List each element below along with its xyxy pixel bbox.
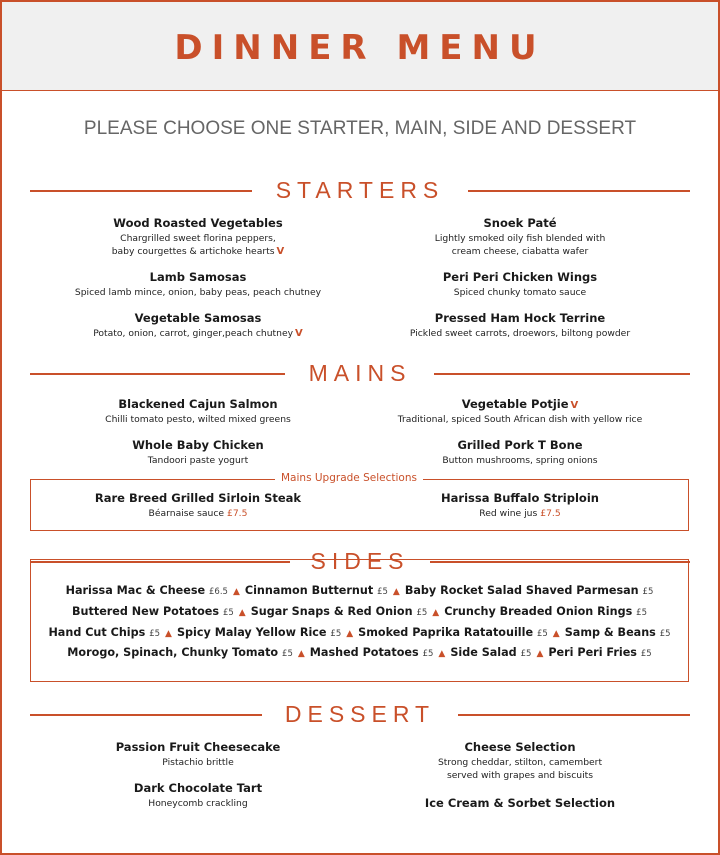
sides-row [30, 626, 689, 639]
item-name: Lamb Samosas [149, 270, 247, 284]
section-title: STARTERS [275, 177, 445, 203]
vegetarian-icon: V [570, 400, 579, 411]
item-name: Dark Chocolate Tart [133, 781, 263, 795]
side-item-price: £5 [422, 649, 434, 659]
item-description: Honeycomb crackling [148, 798, 248, 809]
sides-box [30, 559, 689, 682]
triangle-separator-icon: ▲ [346, 629, 354, 639]
side-item-price: £5 [416, 608, 428, 618]
item-name: Ice Cream & Sorbet Selection [424, 796, 616, 810]
menu-item [38, 311, 358, 340]
menu-item [360, 796, 680, 810]
menu-item [38, 397, 358, 426]
side-item-name: Smoked Paprika Ratatouille [358, 626, 534, 639]
triangle-separator-icon: ▲ [165, 629, 172, 639]
section-heading-mains [30, 360, 690, 388]
side-item-name: Spicy Malay Yellow Rice [176, 626, 327, 639]
item-description: Potato, onion, carrot, ginger,peach chutney V [93, 328, 303, 339]
side-item-price: £5 [642, 587, 654, 597]
item-name: Whole Baby Chicken [132, 438, 264, 452]
item-name: Blackened Cajun Salmon [118, 397, 278, 411]
item-description: Chargrilled sweet florina peppers, baby courgettes & artichoke hearts V [111, 233, 285, 257]
menu-item [38, 438, 358, 467]
side-item-name: Buttered New Potatoes [72, 605, 220, 618]
item-description: Red wine jus £7.5 [479, 508, 561, 519]
menu-header [2, 2, 718, 91]
menu-item [38, 781, 358, 810]
side-item-name: Crunchy Breaded Onion Rings [444, 605, 633, 618]
side-item-name: Morogo, Spinach, Chunky Tomato [67, 646, 279, 659]
side-item-name: Cinnamon Butternut [244, 584, 374, 597]
side-item-price: £5 [377, 587, 388, 597]
vegetarian-icon: V [276, 246, 285, 257]
item-description: Spiced lamb mince, onion, baby peas, peach chutney [74, 287, 322, 298]
menu-item [38, 740, 358, 769]
section-heading-starters [30, 177, 690, 205]
side-item-price: £5 [659, 629, 671, 639]
item-description: Pistachio brittle [162, 757, 234, 768]
menu-item [360, 270, 680, 299]
triangle-separator-icon: ▲ [432, 608, 440, 618]
menu-item [38, 491, 358, 520]
item-name: Peri Peri Chicken Wings [442, 270, 598, 284]
side-item-price: £5 [330, 629, 342, 639]
side-item-price: £5 [636, 608, 647, 618]
side-item-price: £5 [536, 629, 548, 639]
item-description: Tandoori paste yogurt [147, 455, 249, 466]
side-item-price: £5 [282, 649, 293, 659]
menu-instructions: PLEASE CHOOSE ONE STARTER, MAIN, SIDE AND DESSERT [83, 118, 637, 139]
item-name: Rare Breed Grilled Sirloin Steak [94, 491, 302, 505]
item-description: Spiced chunky tomato sauce [453, 287, 587, 298]
triangle-separator-icon: ▲ [536, 649, 544, 659]
section-title: SIDES [310, 548, 410, 574]
side-item-price: £5 [520, 649, 532, 659]
item-description: Chilli tomato pesto, wilted mixed greens [105, 414, 291, 425]
item-name: Vegetable Potjie V [461, 397, 579, 411]
vegetarian-icon: V [295, 328, 303, 339]
sides-row [30, 605, 689, 618]
side-item-price: £5 [640, 649, 652, 659]
mains-upgrade-label: Mains Upgrade Selections [275, 472, 423, 484]
item-description: Béarnaise sauce £7.5 [148, 508, 248, 519]
section-title: MAINS [308, 360, 412, 386]
menu-title: DINNER MENU [174, 28, 546, 68]
item-price: £7.5 [540, 508, 561, 519]
item-description: Strong cheddar, stilton, camembert served with grapes and biscuits [437, 757, 603, 781]
item-name: Grilled Pork T Bone [457, 438, 583, 452]
item-name: Passion Fruit Cheesecake [115, 740, 281, 754]
item-description: Pickled sweet carrots, droewors, biltong powder [409, 328, 631, 339]
item-description: Button mushrooms, spring onions [442, 455, 598, 466]
menu-item [38, 270, 358, 299]
menu-item [360, 491, 680, 520]
item-description: Lightly smoked oily fish blended with cream cheese, ciabatta wafer [434, 233, 606, 257]
side-item-price: £6.5 [209, 587, 228, 597]
triangle-separator-icon: ▲ [297, 649, 305, 659]
menu-item [360, 740, 680, 782]
sides-row [30, 584, 689, 597]
section-heading-dessert [30, 701, 690, 729]
triangle-separator-icon: ▲ [238, 608, 246, 618]
side-item-name: Mashed Potatoes [309, 646, 419, 659]
menu-item [38, 216, 358, 258]
side-item-name: Hand Cut Chips [48, 626, 146, 639]
side-item-name: Peri Peri Fries [548, 646, 637, 659]
side-item-name: Side Salad [450, 646, 517, 659]
item-name: Snoek Paté [483, 216, 557, 230]
side-item-price: £5 [149, 629, 161, 639]
side-item-name: Samp & Beans [564, 626, 656, 639]
side-item-name: Sugar Snaps & Red Onion [250, 605, 413, 618]
menu-item [360, 216, 680, 258]
triangle-separator-icon: ▲ [232, 587, 240, 597]
side-item-name: Harissa Mac & Cheese [65, 584, 206, 597]
item-description: Traditional, spiced South African dish with yellow rice [397, 414, 643, 425]
menu-item [360, 397, 680, 426]
side-item-name: Baby Rocket Salad Shaved Parmesan [404, 584, 639, 597]
item-price: £7.5 [226, 508, 248, 519]
triangle-separator-icon: ▲ [392, 587, 400, 597]
side-item-price: £5 [222, 608, 234, 618]
triangle-separator-icon: ▲ [552, 629, 560, 639]
menu-item [360, 311, 680, 340]
item-name: Wood Roasted Vegetables [113, 216, 283, 230]
item-name: Pressed Ham Hock Terrine [434, 311, 606, 325]
menu-item [360, 438, 680, 467]
triangle-separator-icon: ▲ [438, 649, 446, 659]
sides-row [30, 646, 689, 659]
item-name: Cheese Selection [464, 740, 576, 754]
section-title: DESSERT [284, 701, 436, 727]
item-name: Vegetable Samosas [134, 311, 262, 325]
item-name: Harissa Buffalo Striploin [441, 491, 599, 505]
